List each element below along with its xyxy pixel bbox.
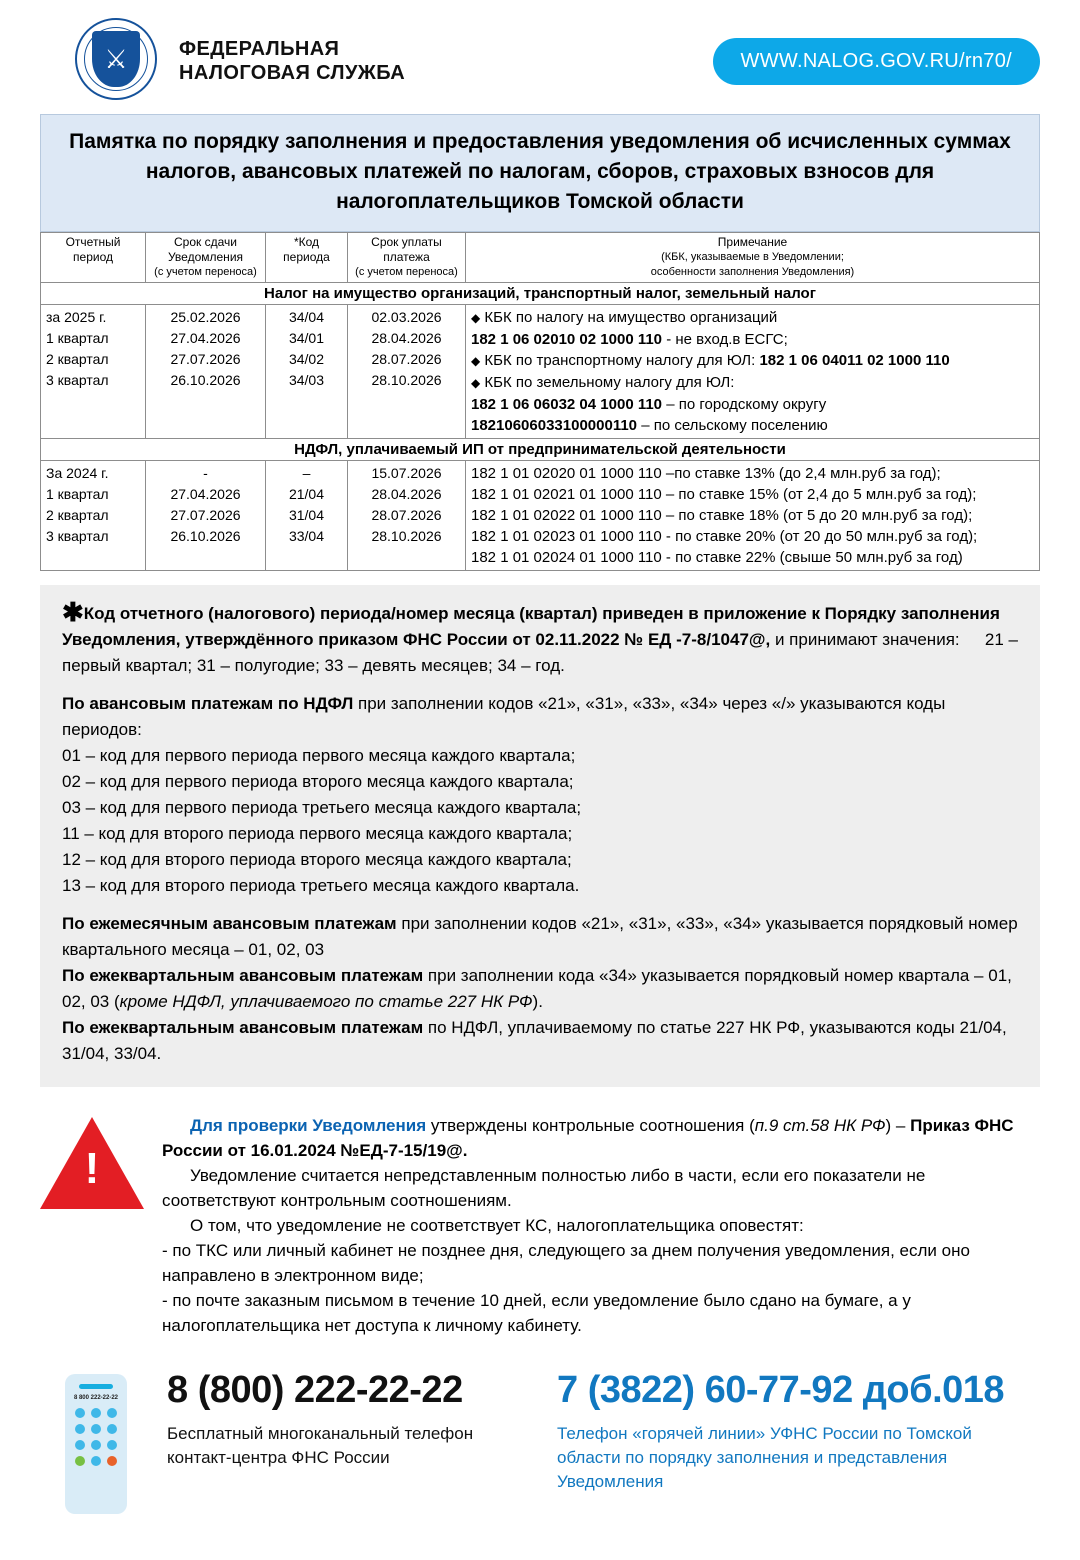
explanation-paragraph-2 (62, 691, 1018, 743)
cell-notes-1 (466, 305, 1040, 439)
explanation-paragraph-4 (62, 963, 1018, 1015)
col-header-note-l2: (КБК, указываемые в Уведомлении; (661, 251, 844, 263)
hotline-column (537, 1368, 1040, 1494)
code-value: – (302, 465, 311, 481)
explanation-p4-italic: кроме НДФЛ, уплачиваемого по статье 227 НК РФ (119, 992, 533, 1011)
code-list-item: 11 – код для второго периода первого месяца каждого квартала; (62, 824, 573, 843)
note-line: 182 1 01 02021 01 1000 110 – по ставке 15% (от 2,4 до 5 млн.руб за год); (471, 486, 977, 503)
warning-paragraph-5: - по почте заказным письмом в течение 10 дней, если уведомление было сдано на бумаге, а у налогоплательщика нет доступа к личному кабинету. (162, 1291, 911, 1335)
explanation-paragraph-1-line2: первый квартал; 31 – полугодие; 33 – девять месяцев; 34 – год. (62, 656, 565, 675)
warning-paragraph-2: Уведомление считается непредставленным полностью либо в части, если его показатели не соответствуют контрольным соотношениям. (162, 1166, 926, 1210)
period-value: за 2025 г. (46, 309, 107, 325)
table-header-row (41, 233, 1040, 283)
col-header-note-l1: Примечание (717, 235, 788, 249)
phone-body-icon (65, 1374, 127, 1514)
period-value: За 2024 г. (46, 465, 109, 481)
col-header-code-l1: *Код (293, 235, 320, 249)
code-list-item: 12 – код для второго периода второго месяца каждого квартала; (62, 850, 572, 869)
period-value: 2 квартал (46, 507, 109, 523)
diamond-icon: ◆ (471, 311, 481, 325)
warning-order-ref: Приказ ФНС России от 16.01.2024 №ЕД-7-15/19@. (162, 1116, 1014, 1160)
logo-shield-icon (92, 31, 140, 87)
keypad-key (107, 1408, 117, 1418)
cell-notes-2 (466, 461, 1040, 571)
deadline-value: 27.04.2026 (170, 330, 241, 346)
section-band-label-1: Налог на имущество организаций, транспортный налог, земельный налог (41, 283, 1040, 305)
brand-name (179, 37, 405, 85)
deadlines-table (40, 232, 1040, 571)
pay-value: 02.03.2026 (371, 309, 442, 325)
explanation-p3-tail: при заполнении кодов «21», «31», «33», «34» указывается порядковый номер квартального месяца – 01, 02, 03 (62, 914, 1018, 959)
exclamation-mark: ! (84, 1144, 100, 1193)
note-line: ◆ КБК по транспортному налогу для ЮЛ: 182 1 06 04011 02 1000 110 (471, 352, 950, 369)
note-line: 18210606033100000110 – по сельскому поселению (471, 417, 828, 434)
diamond-icon: ◆ (471, 354, 481, 368)
phone-keypad-icon (65, 1408, 127, 1466)
explanation-p3-bold: По ежемесячным авансовым платежам (62, 914, 397, 933)
contact-center-caption: Бесплатный многоканальный телефон контакт-центра ФНС России (167, 1424, 474, 1467)
fns-logo (75, 18, 161, 104)
page-header (0, 0, 1080, 92)
explanation-p4-end: ). (532, 992, 543, 1011)
phone-illustration (65, 1374, 145, 1514)
explanation-p5-tail: по НДФЛ, уплачиваемому по статье 227 НК РФ, указываются коды 21/04, 31/04, 33/04. (62, 1018, 1007, 1063)
contact-center-phone[interactable]: 8 (800) 222-22-22 (167, 1369, 463, 1411)
col-header-pay-l1: Срок уплаты (371, 235, 442, 249)
explanation-p1-tail: и принимают значения: (770, 630, 960, 649)
keypad-key (75, 1424, 85, 1434)
warning-triangle-icon (40, 1117, 150, 1213)
col-header-pay (348, 233, 466, 283)
code-value: 21/04 (288, 486, 325, 502)
pay-value: 28.10.2026 (371, 528, 442, 544)
note-line: 182 1 01 02023 01 1000 110 - по ставке 20% (от 20 до 50 млн.руб за год); (471, 528, 978, 545)
table-row (41, 461, 1040, 571)
warning-italic-ref: п.9 ст.58 НК РФ (754, 1116, 886, 1135)
phone-screen-icon (79, 1384, 113, 1389)
keypad-call-key (75, 1456, 85, 1466)
code-list-item: 13 – код для второго периода третьего месяца каждого квартала. (62, 876, 580, 895)
keypad-end-key (107, 1456, 117, 1466)
deadline-value: 26.10.2026 (170, 372, 241, 388)
note-line: 182 1 01 02024 01 1000 110 - по ставке 22% (свыше 50 млн.руб за год) (471, 549, 963, 566)
col-header-note (466, 233, 1040, 283)
code-value: 34/02 (288, 351, 325, 367)
code-list-item: 02 – код для первого периода второго месяца каждого квартала; (62, 772, 574, 791)
code-value: 34/04 (288, 309, 325, 325)
brand-line-1: ФЕДЕРАЛЬНАЯ (179, 38, 340, 60)
col-header-code (266, 233, 348, 283)
pay-value: 15.07.2026 (371, 465, 442, 481)
warning-after-italic: ) – (885, 1116, 911, 1135)
warning-text (150, 1113, 1040, 1338)
warning-block (40, 1113, 1040, 1338)
col-header-pay-l3: (с учетом переноса) (355, 266, 458, 278)
period-value: 3 квартал (46, 528, 109, 544)
explanation-p1-bold: Код отчетного (налогового) периода/номер месяца (квартал) приведен в приложение к Порядку заполнения Уведомления, утверждённого приказом ФНС России от 02.11.2022 № ЕД -7-8/1047@, (62, 604, 1000, 649)
section-band-label-2: НДФЛ, уплачиваемый ИП от предпринимательской деятельности (41, 439, 1040, 461)
period-value: 1 квартал (46, 486, 109, 502)
warning-paragraph-3: О том, что уведомление не соответствует КС, налогоплательщика оповестят: (190, 1216, 804, 1235)
explanation-block (40, 585, 1040, 1087)
col-header-deadline-l2: Уведомления (167, 250, 244, 264)
explanation-p2-tail: при заполнении кодов «21», «31», «33», «34» через «/» указываются коды периодов: (62, 694, 946, 739)
table-row (41, 305, 1040, 439)
period-value: 2 квартал (46, 351, 109, 367)
col-header-period: Отчетный период (41, 233, 146, 283)
code-list-item: 03 – код для первого периода третьего месяца каждого квартала; (62, 798, 582, 817)
hotline-caption: Телефон «горячей линии» УФНС России по Томской области по порядку заполнения и представления Уведомления (557, 1424, 972, 1491)
explanation-paragraph-1 (62, 597, 1018, 653)
code-value: 31/04 (288, 507, 325, 523)
cell-codes-2 (266, 461, 348, 571)
cell-deadlines-2 (146, 461, 266, 571)
brand-line-2: НАЛОГОВАЯ СЛУЖБА (179, 62, 406, 84)
col-header-deadline-l1: Срок сдачи (174, 235, 237, 249)
deadline-value: 27.07.2026 (170, 507, 241, 523)
code-value: 34/01 (288, 330, 325, 346)
cell-deadlines-1 (146, 305, 266, 439)
website-url-badge[interactable]: WWW.NALOG.GOV.RU/rn70/ (713, 38, 1040, 85)
pay-value: 28.04.2026 (371, 330, 442, 346)
keypad-key (75, 1440, 85, 1450)
deadline-value: 27.04.2026 (170, 486, 241, 502)
section-band-ndfl (41, 439, 1040, 461)
col-header-code-l2: периода (283, 250, 330, 264)
note-line: 182 1 01 02022 01 1000 110 – по ставке 18% (от 5 до 20 млн.руб за год); (471, 507, 973, 524)
phone-widget-number: 8 800 222-22-22 (73, 1395, 119, 1401)
deadline-value: 26.10.2026 (170, 528, 241, 544)
warning-paragraph-1 (162, 1113, 1040, 1163)
pay-value: 28.04.2026 (371, 486, 442, 502)
footer-contacts (40, 1368, 1040, 1514)
asterisk-marker-icon: ✱ (62, 597, 84, 627)
keypad-key (91, 1408, 101, 1418)
section-band-property-tax (41, 283, 1040, 305)
warning-lead-tail: утверждены контрольные соотношения ( (426, 1116, 755, 1135)
explanation-p4-bold: По ежеквартальным авансовым платежам (62, 966, 424, 985)
diamond-icon: ◆ (471, 376, 481, 390)
deadline-value: 27.07.2026 (170, 351, 241, 367)
keypad-key (107, 1424, 117, 1434)
note-line: 182 1 06 02010 02 1000 110 - не вход.в ЕСГС; (471, 331, 788, 348)
warning-paragraph-4: - по ТКС или личный кабинет не позднее дня, следующего за днем получения уведомления, если оно направлено в электронном виде; (162, 1241, 970, 1285)
warning-lead: Для проверки Уведомления (190, 1116, 427, 1135)
code-list-item: 01 – код для первого периода первого месяца каждого квартала; (62, 746, 576, 765)
keypad-key (91, 1424, 101, 1434)
contact-center-column (145, 1368, 537, 1470)
explanation-p5-bold: По ежеквартальным авансовым платежам (62, 1018, 424, 1037)
page-title: Памятка по порядку заполнения и предоставления уведомления об исчисленных суммах налогов, авансовых платежей по налогам, сборов, страховых взносов для налогоплательщиков Томской области (40, 114, 1040, 232)
col-header-deadline-l3: (с учетом переноса) (154, 266, 257, 278)
cell-paydates-2 (348, 461, 466, 571)
code-value: 33/04 (288, 528, 325, 544)
period-value: 3 квартал (46, 372, 109, 388)
keypad-key (75, 1408, 85, 1418)
deadline-value: - (203, 465, 208, 481)
cell-periods-1 (41, 305, 146, 439)
deadline-value: 25.02.2026 (170, 309, 241, 325)
pay-value: 28.10.2026 (371, 372, 442, 388)
note-line: 182 1 01 02020 01 1000 110 –по ставке 13% (до 2,4 млн.руб за год); (471, 465, 941, 482)
explanation-p4-tail: при заполнении кода «34» указывается порядковый номер квартала – 01, 02, 03 ( (62, 966, 1012, 1011)
explanation-p2-bold: По авансовым платежам по НДФЛ (62, 694, 354, 713)
code-value: 34/03 (288, 372, 325, 388)
note-line: ◆ КБК по налогу на имущество организаций (471, 309, 778, 326)
keypad-key (107, 1440, 117, 1450)
pay-value: 28.07.2026 (371, 507, 442, 523)
col-header-note-l3: особенности заполнения Уведомления) (650, 266, 855, 278)
explanation-paragraph-5 (62, 1015, 1018, 1067)
col-header-pay-l2: платежа (383, 250, 430, 264)
note-line: 182 1 06 06032 04 1000 110 – по городскому округу (471, 396, 827, 413)
keypad-key (91, 1456, 101, 1466)
hotline-phone[interactable]: 7 (3822) 60-77-92 доб.018 (557, 1369, 1005, 1411)
keypad-key (91, 1440, 101, 1450)
pay-value: 28.07.2026 (371, 351, 442, 367)
cell-paydates-1 (348, 305, 466, 439)
cell-periods-2 (41, 461, 146, 571)
explanation-paragraph-3 (62, 911, 1018, 963)
note-line: ◆ КБК по земельному налогу для ЮЛ: (471, 374, 735, 391)
col-header-deadline (146, 233, 266, 283)
cell-codes-1 (266, 305, 348, 439)
double-eagle-icon: ⚔ (104, 44, 128, 74)
period-value: 1 квартал (46, 330, 109, 346)
explanation-p1-right: 21 – (984, 630, 1018, 649)
